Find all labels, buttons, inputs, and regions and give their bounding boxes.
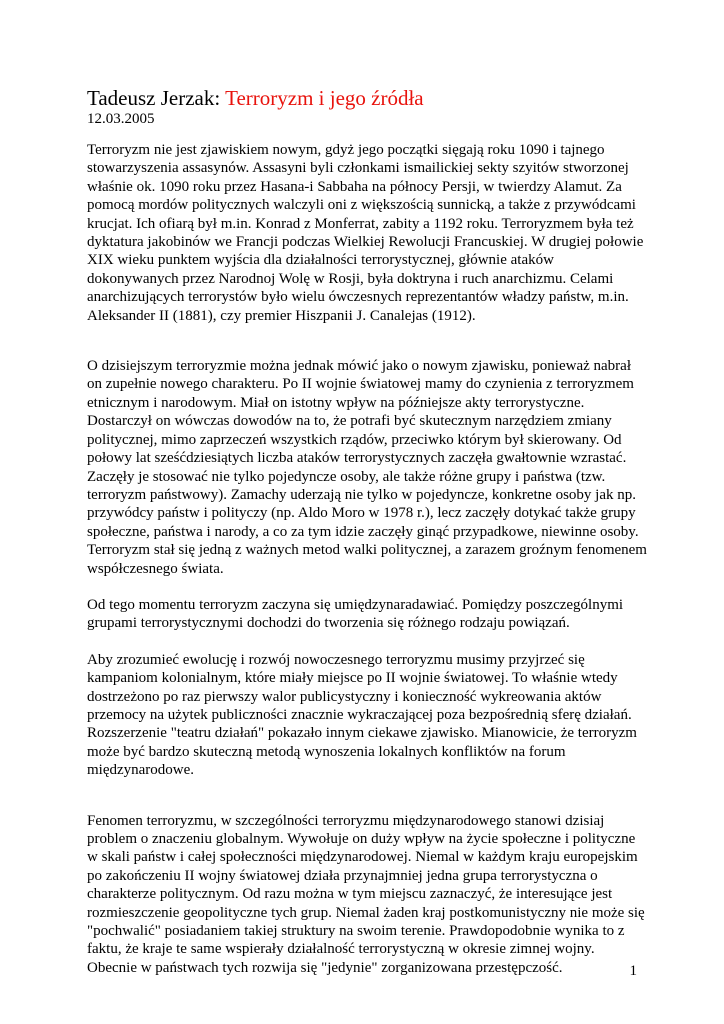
paragraph-evolution: Aby zrozumieć ewolucję i rozwój nowoczesnego terroryzmu musimy przyjrzeć się kampaniom kolonialnym, które miały miejsce po II wojnie światowej. To właśnie wtedy dostrzeżono po raz pierwszy walor publicystyczny i konieczność wykreowania aktów przemocy na użytek publiczności znacznie wykraczającej poza bezpośrednią sferę działań. Rozszerzenie "teatru działań" pokazało innym ciekawe zjawisko. Mianowicie, że terroryzm może być bardzo skuteczną metodą wynoszenia lokalnych konfliktów na forum międzynarodowe. bbox=[87, 651, 637, 779]
paragraph-global-phenomenon: Fenomen terroryzmu, w szczególności terroryzmu międzynarodowego stanowi dzisiaj problem o znaczeniu globalnym. Wywołuje on duży wpływ na życie społeczne i polityczne w skali państw i całej społeczności międzynarodowej. Niemal w każdym kraju europejskim po zakończeniu II wojny światowej działa przynajmniej jedna grupa terrorystyczna o charakterze politycznym. Od razu można w tym miejscu zaznaczyć, że interesujące jest rozmieszczenie geopolityczne tych grup. Niemal żaden kraj postkomunistyczny nie może się "pochwalić" posiadaniem takiej struktury na swoim terenie. Prawdopodobnie wynika to z faktu, że kraje te same wspierały działalność terrorystyczną w okresie zimnej wojny. Obecnie w państwach tych rozwija się "jedynie" zorganizowana przestępczość. bbox=[87, 812, 645, 976]
paragraph-history: Terroryzm nie jest zjawiskiem nowym, gdyż jego początki sięgają roku 1090 i tajnego stowarzyszenia assasynów. Assasyni byli członkami ismailickiej sekty szyitów stworzonej właśnie ok. 1090 roku przez Hasana-i Sabbaha na północy Persji, w twierdzy Alamut. Za pomocą mordów politycznych walczyli oni z większością sunnicką, a także z przywódcami krucjat. Ich ofiarą był m.in. Konrad z Monferrat, zabity a 1192 roku. Terroryzmem była też dyktatura jakobinów we Francji podczas Wielkiej Rewolucji Francuskiej. W drugiej połowie XIX wieku punktem wyjścia dla działalności terrorystycznej, głównie ataków dokonywanych przez Narodnoj Wolę w Rosji, była doktryna i ruch anarchizmu. Celami anarchizujących terrorystów było wielu ówczesnych reprezentantów władzy państw, m.in. Aleksander II (1881), czy premier Hiszpanii J. Canalejas (1912). bbox=[87, 142, 644, 324]
paragraph-modern-terrorism: O dzisiejszym terroryzmie można jednak mówić jako o nowym zjawisku, ponieważ nabrał on zupełnie nowego charakteru. Po II wojnie światowej mamy do czynienia z terroryzmem etnicznym i narodowym. Miał on istotny wpływ na późniejsze akty terrorystyczne. Dostarczył on wówczas dowodów na to, że potrafi być skutecznym narzędziem zmiany politycznej, mimo zaprzeczeń wszystkich rządów, przeciwko którym był skierowany. Od połowy lat sześćdziesiątych liczba ataków terrorystycznych zaczęła gwałtownie wzrastać. Zaczęły je stosować nie tylko pojedyncze osoby, ale także różne grupy i państwa (tzw. terroryzm państwowy). Zamachy uderzają nie tylko w pojedyncze, konkretne osoby jak np. przywódcy państw i polityczy (np. Aldo Moro w 1978 r.), lecz zaczęły dotykać także grupy społeczne, państwa i narody, a co za tym idzie zaczęły ginąć przypadkowe, niewinne osoby. Terroryzm stał się jedną z ważnych metod walki politycznej, a zarazem groźnym fenomenem współczesnego świata. bbox=[87, 358, 647, 577]
page-number: 1 bbox=[629, 963, 637, 979]
document-page bbox=[87, 86, 647, 977]
document-title bbox=[87, 86, 647, 110]
author-name: Tadeusz Jerzak: bbox=[87, 86, 221, 110]
paragraph-internationalization: Od tego momentu terroryzm zaczyna się umiędzynaradawiać. Pomiędzy poszczególnymi grupami terrorystycznymi dochodzi do tworzenia się różnego rodzaju powiązań. bbox=[87, 596, 624, 632]
article-subject: Terroryzm i jego źródła bbox=[225, 86, 424, 110]
publication-date: 12.03.2005 bbox=[87, 111, 155, 127]
